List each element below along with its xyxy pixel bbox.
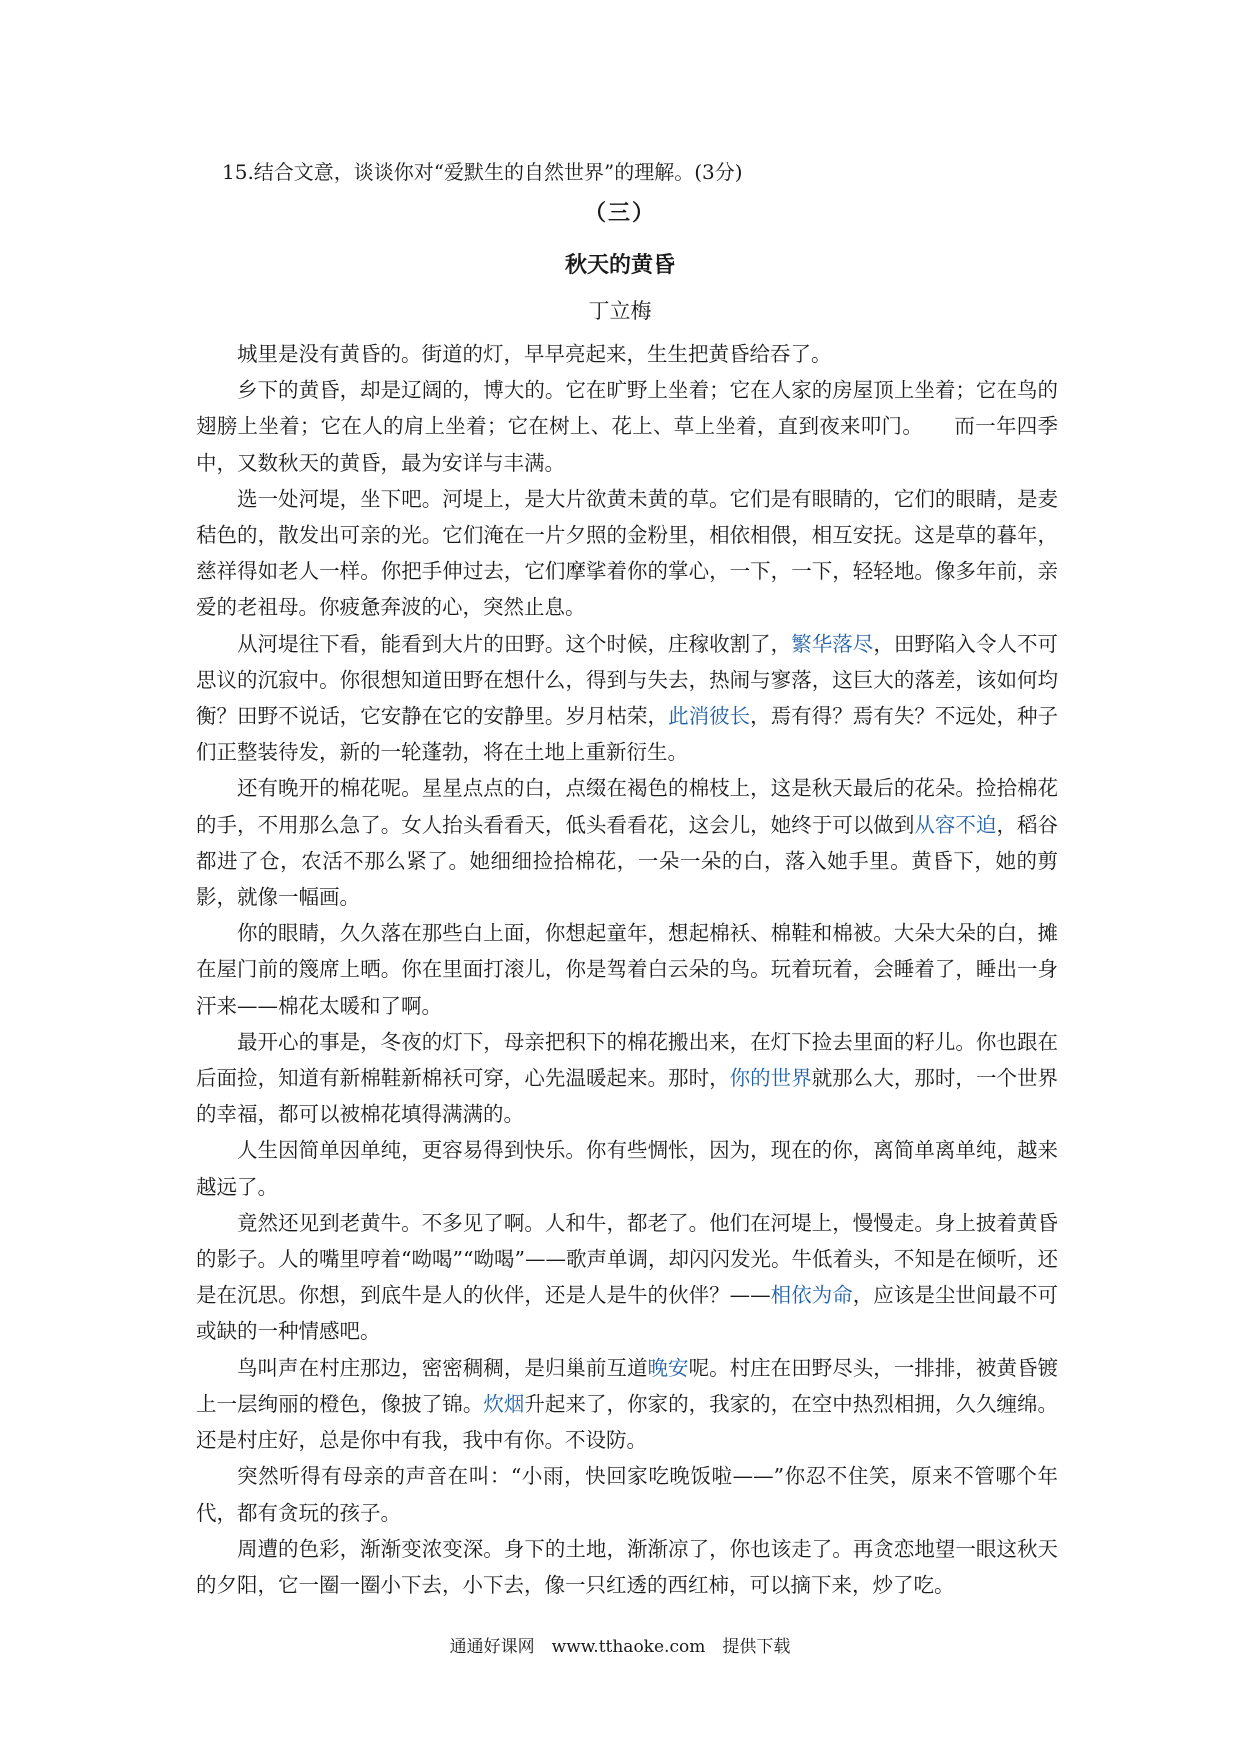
paragraph-12: 周遭的色彩，渐渐变浓变深。身下的土地，渐渐凉了，你也该走了。再贪恋地望一眼这秋天的夕阳，它一圈一圈小下去，小下去，像一只红透的西红柿，可以摘下来，炒了吃。 — [196, 1536, 1058, 1597]
highlight-phrase: 从容不迫 — [914, 812, 997, 837]
paragraph-5 — [196, 770, 1058, 915]
highlight-phrase: 炊烟 — [483, 1391, 525, 1416]
paragraph-6: 你的眼睛，久久落在那些白上面，你想起童年，想起棉袄、棉鞋和棉被。大朵大朵的白，摊在屋门前的篾席上晒。你在里面打滚儿，你是驾着白云朵的鸟。玩着玩着，会睡着了，睡出一身汗来——棉花太暖和了啊。 — [196, 921, 1058, 1018]
text-span: ，稻谷都进了仓，农活不那么紧了。她细细捡拾棉花，一朵一朵的白，落入她手里。黄昏下，她的剪影，就像一幅画。 — [196, 812, 1059, 910]
download-footer: 通通好课网 www.tthaoke.com 提供下载 — [449, 1637, 791, 1657]
text-span: ，焉有得？焉有失？不远处，种子们正整装待发，新的一轮蓬勃，将在土地上重新衍生。 — [196, 704, 1059, 765]
highlight-phrase: 此消彼长 — [668, 704, 751, 729]
paragraph-2: 乡下的黄昏，却是辽阔的，博大的。它在旷野上坐着；它在人家的房屋顶上坐着；它在鸟的翅膀上坐着；它在人的肩上坐着；它在树上、花上、草上坐着，直到夜来叩门。 而一年四季中，又数秋天的黄昏，最为安详与丰满。 — [196, 378, 1058, 475]
paragraph-7 — [196, 1024, 1058, 1133]
article-title: 秋天的黄昏 — [564, 252, 675, 278]
paragraph-3: 选一处河堤，坐下吧。河堤上，是大片欲黄未黄的草。它们是有眼睛的，它们的眼睛，是麦秸色的，散发出可亲的光。它们淹在一片夕照的金粉里，相依相偎，相互安抚。这是草的暮年，慈祥得如老人一样。你把手伸过去，它们摩挲着你的掌心，一下，一下，轻轻地。像多年前，亲爱的老祖母。你疲惫奔波的心，突然止息。 — [196, 486, 1058, 620]
paragraph-8: 人生因简单因单纯，更容易得到快乐。你有些惆怅，因为，现在的你，离简单离单纯，越来越远了。 — [196, 1138, 1058, 1199]
text-span: 最开心的事是，冬夜的灯下，母亲把积下的棉花搬出来，在灯下捡去里面的籽儿。你也跟在后面捡，知道有新棉鞋新棉袄可穿，心先温暖起来。那时， — [196, 1029, 1058, 1091]
text-span: 从河堤往下看，能看到大片的田野。这个时候，庄稼收割了， — [237, 631, 792, 656]
paragraph-11: 突然听得有母亲的声音在叫：“小雨，快回家吃晚饭啦——”你忍不住笑，原来不管哪个年代，都有贪玩的孩子。 — [196, 1464, 1058, 1525]
article-author: 丁立梅 — [588, 299, 652, 323]
paragraph-4 — [196, 626, 1058, 771]
text-span: 呢。村庄在田野尽头，一排排，被黄昏镀上一层绚丽的橙色，像披了锦。 — [196, 1355, 1059, 1416]
paragraph-1: 城里是没有黄昏的。街道的灯，早早亮起来，生生把黄昏给吞了。 — [237, 342, 832, 366]
text-span: 升起来了，你家的，我家的，在空中热烈相拥，久久缠绵。还是村庄好，总是你中有我，我中有你。不设防。 — [196, 1391, 1059, 1453]
question-15: 15.结合文意，谈谈你对“爱默生的自然世界”的理解。(3分) — [222, 160, 743, 184]
highlight-phrase: 繁华落尽 — [791, 631, 874, 656]
highlight-phrase: 相依为命 — [770, 1283, 853, 1308]
text-span: 还有晚开的棉花呢。星星点点的白，点缀在褐色的棉枝上，这是秋天最后的花朵。捡拾棉花的手，不用那么急了。女人抬头看看天，低头看看花，这会儿，她终于可以做到 — [196, 776, 1058, 837]
text-span: 就那么大，那时，一个世界的幸福，都可以被棉花填得满满的。 — [196, 1066, 1059, 1127]
paragraph-9 — [196, 1205, 1058, 1350]
highlight-phrase: 晚安 — [647, 1355, 689, 1380]
text-span: 竟然还见到老黄牛。不多见了啊。人和牛，都老了。他们在河堤上，慢慢走。身上披着黄昏的影子。人的嘴里哼着“呦喝”“呦喝”——歌声单调，却闪闪发光。牛低着头，不知是在倾听，还是在沉思。你想，到底牛是人的伙伴，还是人是牛的伙伴？—— — [196, 1210, 1058, 1308]
text-span: ，田野陷入令人不可思议的沉寂中。你很想知道田野在想什么，得到与失去，热闹与寥落，这巨大的落差，该如何均衡？田野不说话，它安静在它的安静里。岁月枯荣， — [196, 631, 1059, 729]
text-span: ，应该是尘世间最不可或缺的一种情感吧。 — [196, 1283, 1059, 1344]
highlight-phrase: 你的世界 — [729, 1066, 812, 1091]
text-span: 鸟叫声在村庄那边，密密稠稠，是归巢前互道 — [237, 1355, 648, 1380]
article-body — [196, 336, 1058, 1603]
paragraph-10 — [196, 1350, 1058, 1459]
section-heading: （三） — [583, 200, 656, 226]
